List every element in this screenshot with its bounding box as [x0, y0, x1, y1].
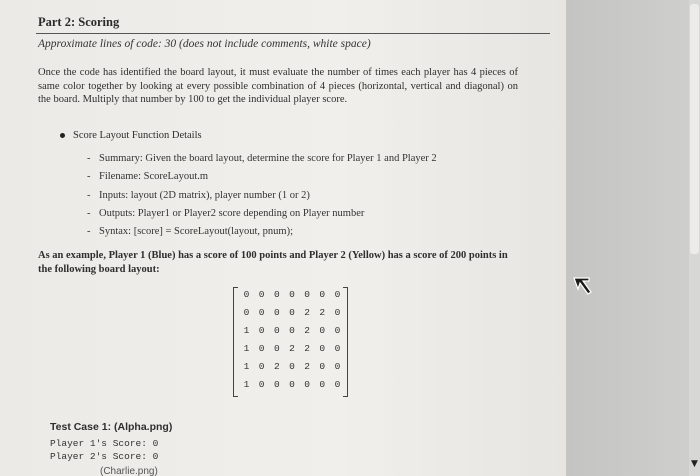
approx-lines-note: Approximate lines of code: 30 (does not include comments, white space) [38, 38, 371, 50]
matrix-row: 1 0 0 0 2 0 0 [243, 325, 341, 336]
bullet-dot-icon [60, 133, 65, 138]
matrix-row: 1 0 0 0 0 0 0 [243, 379, 341, 390]
side-margin [566, 0, 700, 476]
detail-inputs: - Inputs: layout (2D matrix), player number (1 or 2) [87, 190, 310, 201]
cutoff-caption: (Charlie.png) [100, 466, 158, 476]
test-line-player1: Player 1's Score: 0 [50, 438, 159, 449]
detail-syntax: - Syntax: [score] = ScoreLayout(layout, pnum); [87, 226, 293, 237]
matrix-row: 1 0 2 0 2 0 0 [243, 361, 341, 372]
scrollbar-thumb[interactable] [690, 4, 699, 254]
matrix-row: 0 0 0 0 2 2 0 [243, 307, 341, 318]
detail-summary: - Summary: Given the board layout, determine the score for Player 1 and Player 2 [87, 153, 437, 164]
test-line-player2: Player 2's Score: 0 [50, 451, 159, 462]
matrix-row: 1 0 0 2 2 0 0 [243, 343, 341, 354]
detail-filename: - Filename: ScoreLayout.m [87, 171, 209, 182]
detail-outputs: - Outputs: Player1 or Player2 score depending on Player number [87, 208, 365, 219]
board-matrix [233, 287, 348, 397]
example-text: As an example, Player 1 (Blue) has a score of 100 points and Player 2 (Yellow) has a score of 200 points in the following board layout: [38, 250, 508, 275]
section-title: Part 2: Scoring [38, 15, 120, 29]
cursor-icon [573, 275, 595, 297]
scoring-paragraph: Once the code has identified the board layout, it must evaluate the number of times each player has 4 pieces of same color together by looking at every possible combination of 4 pieces (horizontal, vertical and diagonal) on the board. Multiply that number by 100 to get the individual player score. [38, 67, 518, 105]
matrix-row: 0 0 0 0 0 0 0 [243, 289, 341, 300]
scroll-down-arrow-icon[interactable]: ▼ [691, 459, 698, 469]
bullet-heading [60, 130, 202, 141]
title-underline [36, 33, 550, 34]
bullet-label: Score Layout Function Details [73, 130, 202, 141]
test-case-title: Test Case 1: (Alpha.png) [50, 421, 173, 433]
